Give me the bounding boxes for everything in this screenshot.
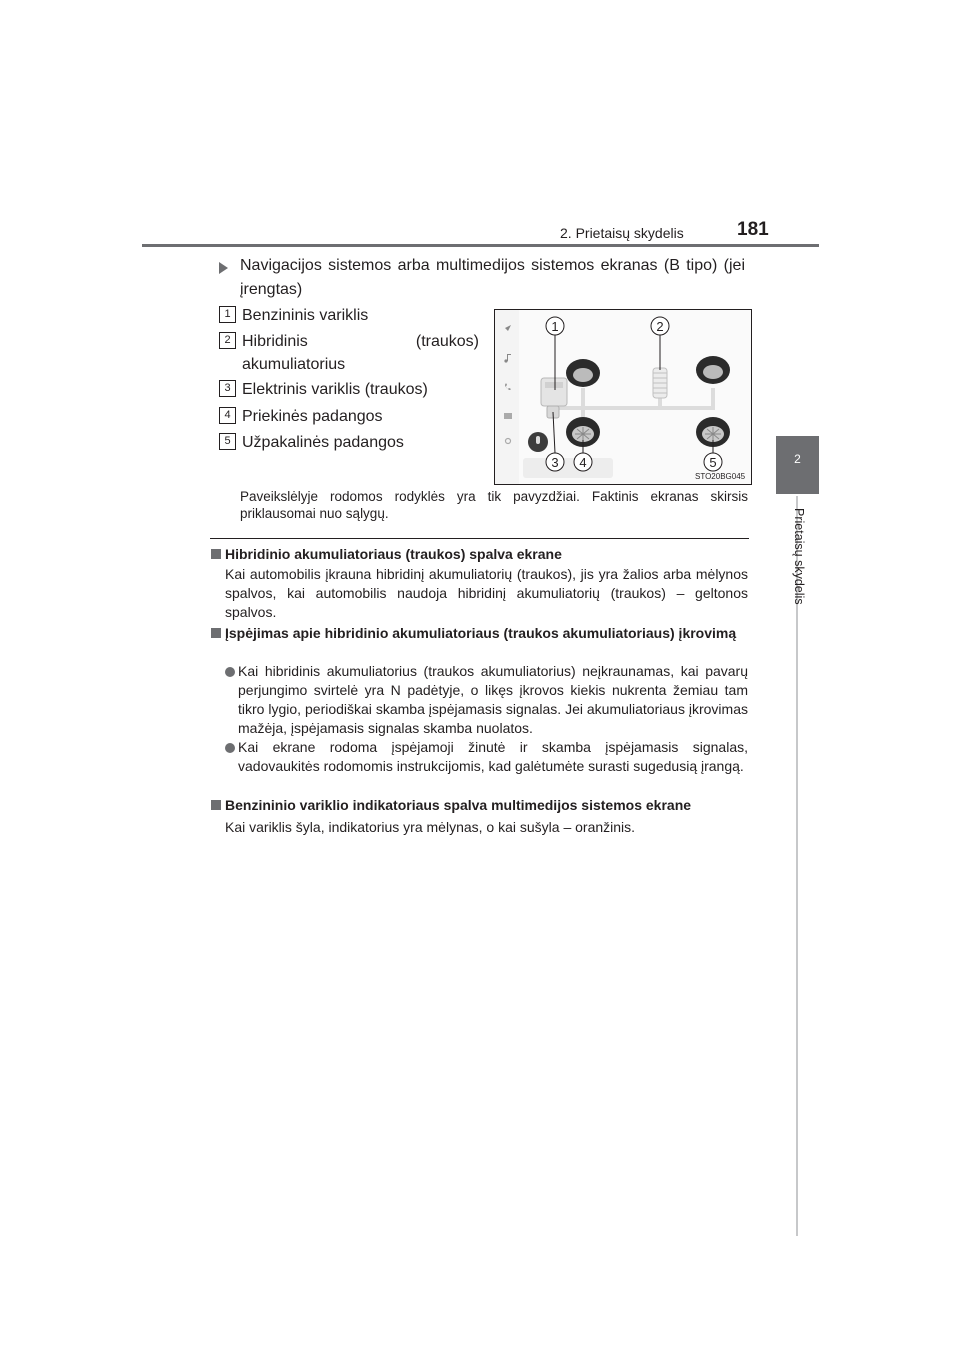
svg-text:5: 5 xyxy=(709,455,717,470)
engine-icon xyxy=(541,378,567,406)
section-square-icon xyxy=(211,549,221,559)
callout-4 xyxy=(574,453,592,471)
section-body-3: Kai variklis šyla, indikatorius yra mėlynas, o kai sušyla – oranžinis. xyxy=(225,819,636,835)
header-rule xyxy=(142,244,819,247)
legend-text-5: Užpakalinės padangos xyxy=(242,434,404,451)
legend-number-4: 4 xyxy=(219,407,236,424)
legend-number-2: 2 xyxy=(219,332,236,349)
bullet-circle-icon xyxy=(225,667,235,677)
battery-icon xyxy=(653,368,667,398)
figure-code: STO20BG045 xyxy=(695,472,746,481)
legend-text-2-part-a: Hibridinis xyxy=(242,333,308,350)
legend-text-3: Elektrinis variklis (traukos) xyxy=(242,381,428,398)
legend-text-4: Priekinės padangos xyxy=(242,408,383,425)
svg-text:1: 1 xyxy=(551,319,559,334)
legend-text-2 xyxy=(242,331,479,353)
energy-monitor-figure xyxy=(494,309,752,485)
subheading: Navigacijos sistemos arba multimedijos sistemos ekranas (B tipo) (jei įrengtas) xyxy=(240,257,745,298)
section-square-icon xyxy=(211,800,221,810)
section-body-1: Kai automobilis įkrauna hibridinį akumuliatorių (traukos), jis yra žalios arba mėlynos spalvos, kai automobilis naudoja hibridinį akumuliatorių (traukos) – geltonos spalvos. xyxy=(225,566,748,620)
page-number: 181 xyxy=(737,219,769,240)
section-title-2: Įspėjimas apie hibridinio akumuliatoriaus (traukos akumuliatoriaus) įkrovimą xyxy=(225,625,737,641)
screen-bottom-bar xyxy=(523,458,613,478)
callout-2 xyxy=(651,317,669,335)
section-2-bullet-1: Kai hibridinis akumuliatorius (traukos akumuliatorius) neįkraunamas, kai pavarų perjungimo svirtelė yra N padėtyje, o likęs įkrovos kiekis nukrenta žemiau tam tikro lygio, periodiškai skamba įspėjamasis signalas. Jei akumuliatoriaus įkrovimas mažėja, įspėjamasis signalas skamba nuolatos. xyxy=(238,663,748,736)
callout-1 xyxy=(546,317,564,335)
legend-number-1: 1 xyxy=(219,306,236,323)
menu-strip xyxy=(495,310,519,484)
chapter-tab-label: Prietaisų skydelis xyxy=(792,508,806,605)
legend-text-2-part-b: (traukos) xyxy=(415,333,479,350)
legend-number-5: 5 xyxy=(219,433,236,450)
note-rule xyxy=(210,538,749,539)
legend-text-2-continued: akumuliatorius xyxy=(242,356,346,373)
figure-note: Paveikslėlyje rodomos rodyklės yra tik pavyzdžiai. Faktinis ekranas skirsis priklausomai nuo sąlygų. xyxy=(240,489,748,521)
svg-text:3: 3 xyxy=(551,455,559,470)
section-2-bullet-2: Kai ekrane rodoma įspėjamoji žinutė ir skamba įspėjamasis signalas, vadovaukitės rodomomis instrukcijomis, kad galėtumėte surasti sugedusią įrangą. xyxy=(238,739,748,774)
section-square-icon xyxy=(211,628,221,638)
legend-number-3: 3 xyxy=(219,380,236,397)
chapter-tab-number: 2 xyxy=(794,452,801,466)
tire-rear-left xyxy=(696,356,730,384)
running-header-section: 2. Prietaisų skydelis xyxy=(560,225,684,241)
car-icon xyxy=(504,413,512,419)
bullet-circle-icon xyxy=(225,743,235,753)
callout-5 xyxy=(704,453,722,471)
tire-front-left xyxy=(566,359,600,387)
callout-3 xyxy=(546,453,564,471)
svg-text:4: 4 xyxy=(579,455,587,470)
legend-text-1: Benzininis variklis xyxy=(242,307,369,324)
section-title-3: Benzininio variklio indikatoriaus spalva multimedijos sistemos ekrane xyxy=(225,797,692,813)
section-title-1: Hibridinio akumuliatoriaus (traukos) spalva ekrane xyxy=(225,546,562,562)
energy-monitor-illustration xyxy=(495,310,751,484)
triangle-bullet-icon xyxy=(219,262,228,274)
svg-text:2: 2 xyxy=(656,319,664,334)
